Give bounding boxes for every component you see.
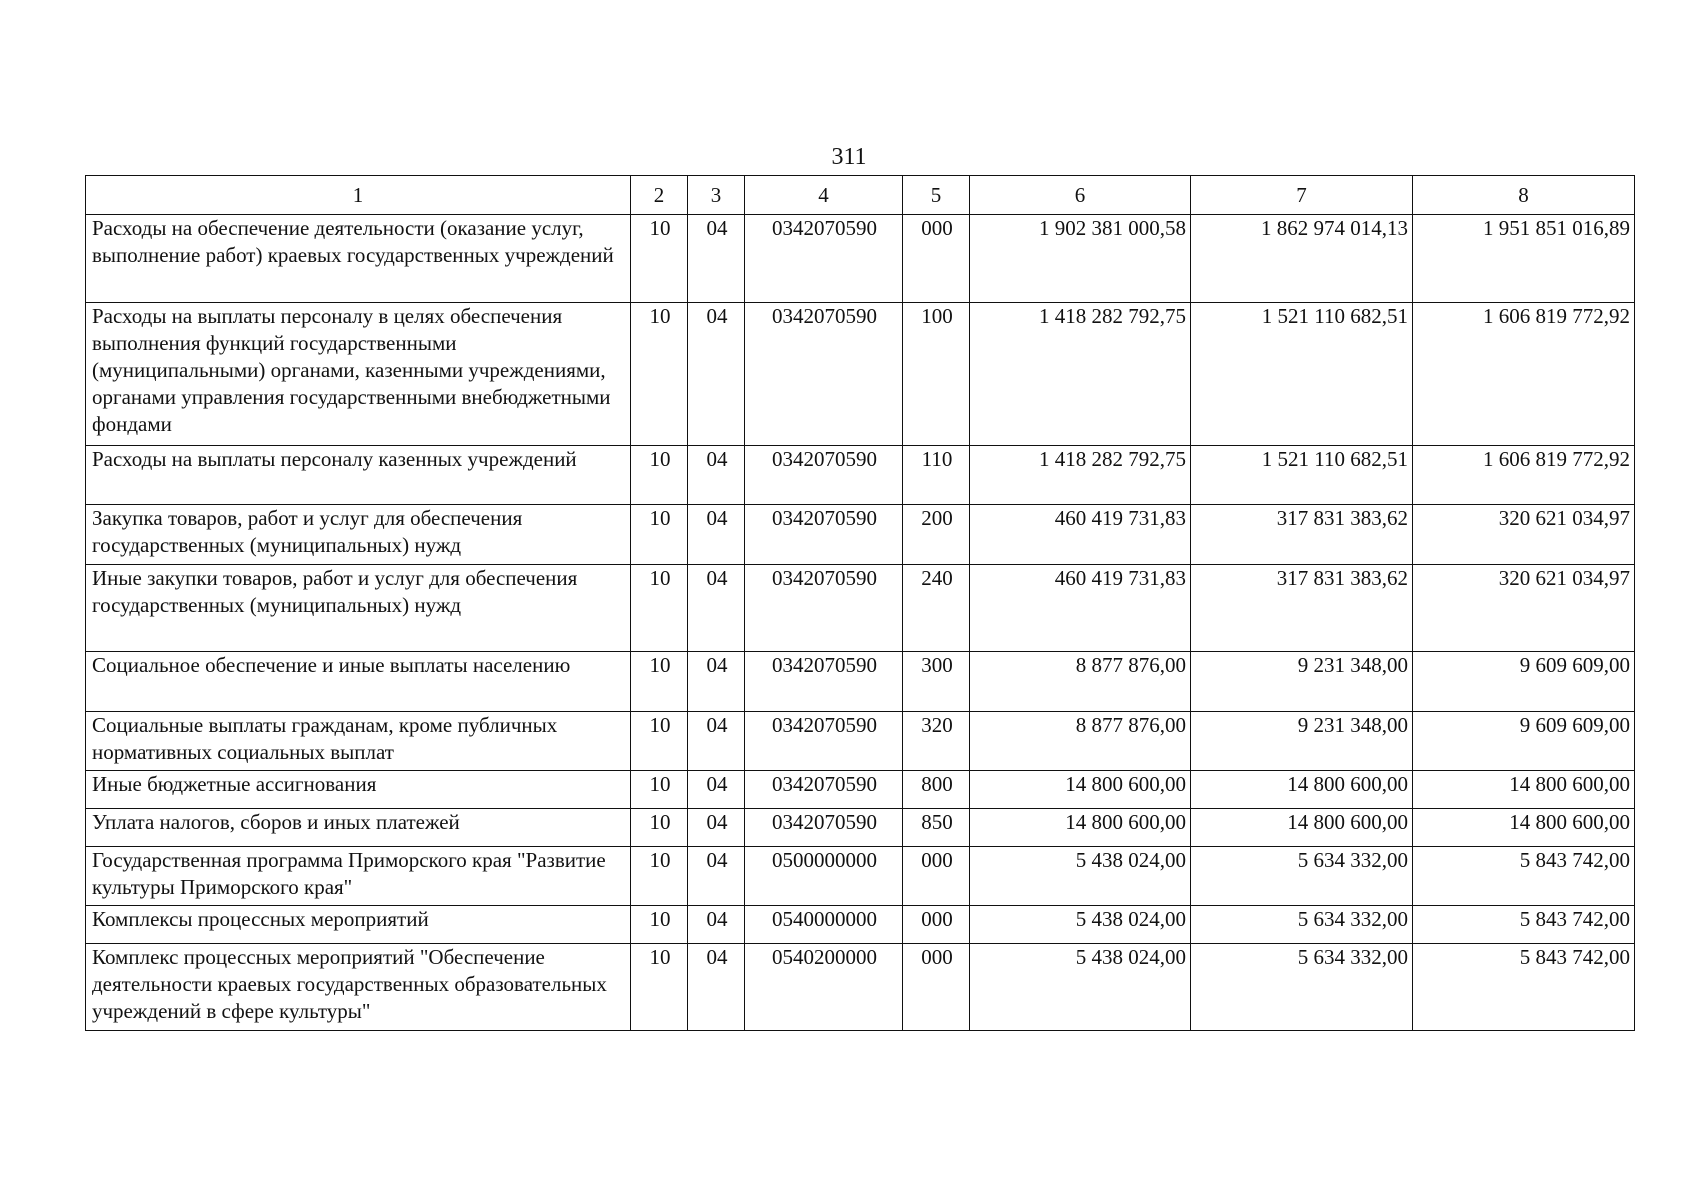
- amount-col-6: 5 438 024,00: [970, 906, 1191, 944]
- expense-type-code: 800: [903, 771, 970, 809]
- col-header-8: 8: [1413, 176, 1635, 215]
- target-article-code: 0342070590: [745, 652, 903, 712]
- target-article-code: 0342070590: [745, 303, 903, 446]
- col-header-3: 3: [688, 176, 745, 215]
- amount-col-8: 9 609 609,00: [1413, 712, 1635, 771]
- amount-col-6: 1 902 381 000,58: [970, 215, 1191, 303]
- row-name: Комплексы процессных мероприятий: [86, 906, 631, 944]
- amount-col-8: 1 606 819 772,92: [1413, 446, 1635, 505]
- subsection-code: 04: [688, 771, 745, 809]
- table-row: [86, 652, 1635, 712]
- table-row: [86, 771, 1635, 809]
- amount-col-8: 9 609 609,00: [1413, 652, 1635, 712]
- amount-col-7: 317 831 383,62: [1191, 565, 1413, 652]
- amount-col-7: 9 231 348,00: [1191, 652, 1413, 712]
- target-article-code: 0540000000: [745, 906, 903, 944]
- table-row: [86, 505, 1635, 565]
- amount-col-8: 5 843 742,00: [1413, 944, 1635, 1031]
- expense-type-code: 100: [903, 303, 970, 446]
- section-code: 10: [631, 652, 688, 712]
- amount-col-6: 8 877 876,00: [970, 712, 1191, 771]
- amount-col-7: 317 831 383,62: [1191, 505, 1413, 565]
- row-name: Иные закупки товаров, работ и услуг для обеспечения государственных (муниципальных) нужд: [86, 565, 631, 652]
- col-header-6: 6: [970, 176, 1191, 215]
- target-article-code: 0500000000: [745, 847, 903, 906]
- amount-col-8: 1 951 851 016,89: [1413, 215, 1635, 303]
- target-article-code: 0342070590: [745, 809, 903, 847]
- col-header-2: 2: [631, 176, 688, 215]
- subsection-code: 04: [688, 215, 745, 303]
- col-header-7: 7: [1191, 176, 1413, 215]
- subsection-code: 04: [688, 944, 745, 1031]
- amount-col-6: 1 418 282 792,75: [970, 303, 1191, 446]
- section-code: 10: [631, 712, 688, 771]
- expense-type-code: 000: [903, 215, 970, 303]
- subsection-code: 04: [688, 847, 745, 906]
- amount-col-6: 460 419 731,83: [970, 505, 1191, 565]
- row-name: Расходы на выплаты персоналу казенных учреждений: [86, 446, 631, 505]
- row-name: Расходы на обеспечение деятельности (оказание услуг, выполнение работ) краевых государственных учреждений: [86, 215, 631, 303]
- row-name: Социальные выплаты гражданам, кроме публичных нормативных социальных выплат: [86, 712, 631, 771]
- table-row: [86, 712, 1635, 771]
- amount-col-8: 320 621 034,97: [1413, 505, 1635, 565]
- subsection-code: 04: [688, 446, 745, 505]
- subsection-code: 04: [688, 505, 745, 565]
- section-code: 10: [631, 565, 688, 652]
- subsection-code: 04: [688, 565, 745, 652]
- table-row: [86, 809, 1635, 847]
- expense-type-code: 240: [903, 565, 970, 652]
- section-code: 10: [631, 847, 688, 906]
- amount-col-7: 14 800 600,00: [1191, 771, 1413, 809]
- table-row: [86, 303, 1635, 446]
- expense-type-code: 000: [903, 906, 970, 944]
- amount-col-6: 460 419 731,83: [970, 565, 1191, 652]
- row-name: Уплата налогов, сборов и иных платежей: [86, 809, 631, 847]
- amount-col-7: 5 634 332,00: [1191, 944, 1413, 1031]
- section-code: 10: [631, 505, 688, 565]
- row-name: Государственная программа Приморского края "Развитие культуры Приморского края": [86, 847, 631, 906]
- page-number: 311: [831, 144, 867, 170]
- amount-col-7: 14 800 600,00: [1191, 809, 1413, 847]
- subsection-code: 04: [688, 652, 745, 712]
- expense-type-code: 000: [903, 847, 970, 906]
- amount-col-6: 1 418 282 792,75: [970, 446, 1191, 505]
- budget-table: [85, 175, 1635, 1031]
- amount-col-6: 5 438 024,00: [970, 944, 1191, 1031]
- section-code: 10: [631, 771, 688, 809]
- section-code: 10: [631, 944, 688, 1031]
- target-article-code: 0342070590: [745, 446, 903, 505]
- section-code: 10: [631, 303, 688, 446]
- expense-type-code: 320: [903, 712, 970, 771]
- subsection-code: 04: [688, 809, 745, 847]
- expense-type-code: 300: [903, 652, 970, 712]
- amount-col-8: 1 606 819 772,92: [1413, 303, 1635, 446]
- table-row: [86, 446, 1635, 505]
- amount-col-6: 5 438 024,00: [970, 847, 1191, 906]
- amount-col-8: 14 800 600,00: [1413, 771, 1635, 809]
- subsection-code: 04: [688, 712, 745, 771]
- amount-col-7: 1 862 974 014,13: [1191, 215, 1413, 303]
- amount-col-8: 5 843 742,00: [1413, 906, 1635, 944]
- table-row: [86, 215, 1635, 303]
- table-row: [86, 944, 1635, 1031]
- table-row: [86, 906, 1635, 944]
- amount-col-6: 14 800 600,00: [970, 809, 1191, 847]
- row-name: Закупка товаров, работ и услуг для обеспечения государственных (муниципальных) нужд: [86, 505, 631, 565]
- col-header-4: 4: [745, 176, 903, 215]
- expense-type-code: 000: [903, 944, 970, 1031]
- section-code: 10: [631, 809, 688, 847]
- target-article-code: 0342070590: [745, 771, 903, 809]
- section-code: 10: [631, 446, 688, 505]
- expense-type-code: 850: [903, 809, 970, 847]
- amount-col-7: 5 634 332,00: [1191, 906, 1413, 944]
- target-article-code: 0342070590: [745, 565, 903, 652]
- col-header-5: 5: [903, 176, 970, 215]
- subsection-code: 04: [688, 303, 745, 446]
- amount-col-8: 5 843 742,00: [1413, 847, 1635, 906]
- amount-col-8: 14 800 600,00: [1413, 809, 1635, 847]
- section-code: 10: [631, 906, 688, 944]
- amount-col-7: 9 231 348,00: [1191, 712, 1413, 771]
- target-article-code: 0342070590: [745, 215, 903, 303]
- table-row: [86, 847, 1635, 906]
- row-name: Социальное обеспечение и иные выплаты населению: [86, 652, 631, 712]
- amount-col-7: 1 521 110 682,51: [1191, 446, 1413, 505]
- amount-col-7: 1 521 110 682,51: [1191, 303, 1413, 446]
- row-name: Иные бюджетные ассигнования: [86, 771, 631, 809]
- amount-col-6: 14 800 600,00: [970, 771, 1191, 809]
- section-code: 10: [631, 215, 688, 303]
- target-article-code: 0342070590: [745, 505, 903, 565]
- amount-col-6: 8 877 876,00: [970, 652, 1191, 712]
- amount-col-8: 320 621 034,97: [1413, 565, 1635, 652]
- target-article-code: 0540200000: [745, 944, 903, 1031]
- col-header-1: 1: [86, 176, 631, 215]
- row-name: Комплекс процессных мероприятий "Обеспечение деятельности краевых государственных образовательных учреждений в сфере культуры": [86, 944, 631, 1031]
- table-row: [86, 565, 1635, 652]
- target-article-code: 0342070590: [745, 712, 903, 771]
- subsection-code: 04: [688, 906, 745, 944]
- expense-type-code: 200: [903, 505, 970, 565]
- amount-col-7: 5 634 332,00: [1191, 847, 1413, 906]
- expense-type-code: 110: [903, 446, 970, 505]
- row-name: Расходы на выплаты персоналу в целях обеспечения выполнения функций государственными (муниципальными) органами, казенными учреждениями, органами управления государственными внебюджетными фондами: [86, 303, 631, 446]
- header-row: [86, 176, 1635, 215]
